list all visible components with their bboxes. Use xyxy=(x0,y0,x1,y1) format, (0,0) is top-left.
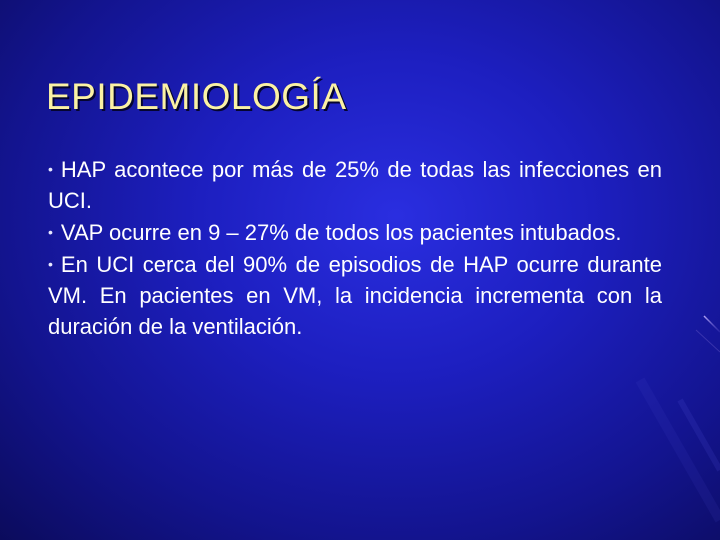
slide-title: EPIDEMIOLOGÍA xyxy=(46,76,347,117)
bullet-dot-icon: • xyxy=(48,224,53,240)
bullet-text: VAP ocurre en 9 – 27% de todos los pacientes intubados. xyxy=(60,220,622,245)
bullet-item xyxy=(48,154,662,216)
bullet-item xyxy=(48,249,662,342)
bullet-text: En UCI cerca del 90% de episodios de HAP ocurre durante VM. En pacientes en VM, la incidencia incrementa con la duración de la ventilación. xyxy=(48,252,662,339)
bullet-dot-icon: • xyxy=(48,256,53,272)
bullet-item xyxy=(48,217,662,248)
ray-line xyxy=(704,316,720,332)
bullet-text: HAP acontece por más de 25% de todas las infecciones en UCI. xyxy=(48,157,662,213)
ray-line xyxy=(696,330,720,352)
bullet-dot-icon: • xyxy=(48,161,53,177)
bullet-list xyxy=(48,154,662,343)
